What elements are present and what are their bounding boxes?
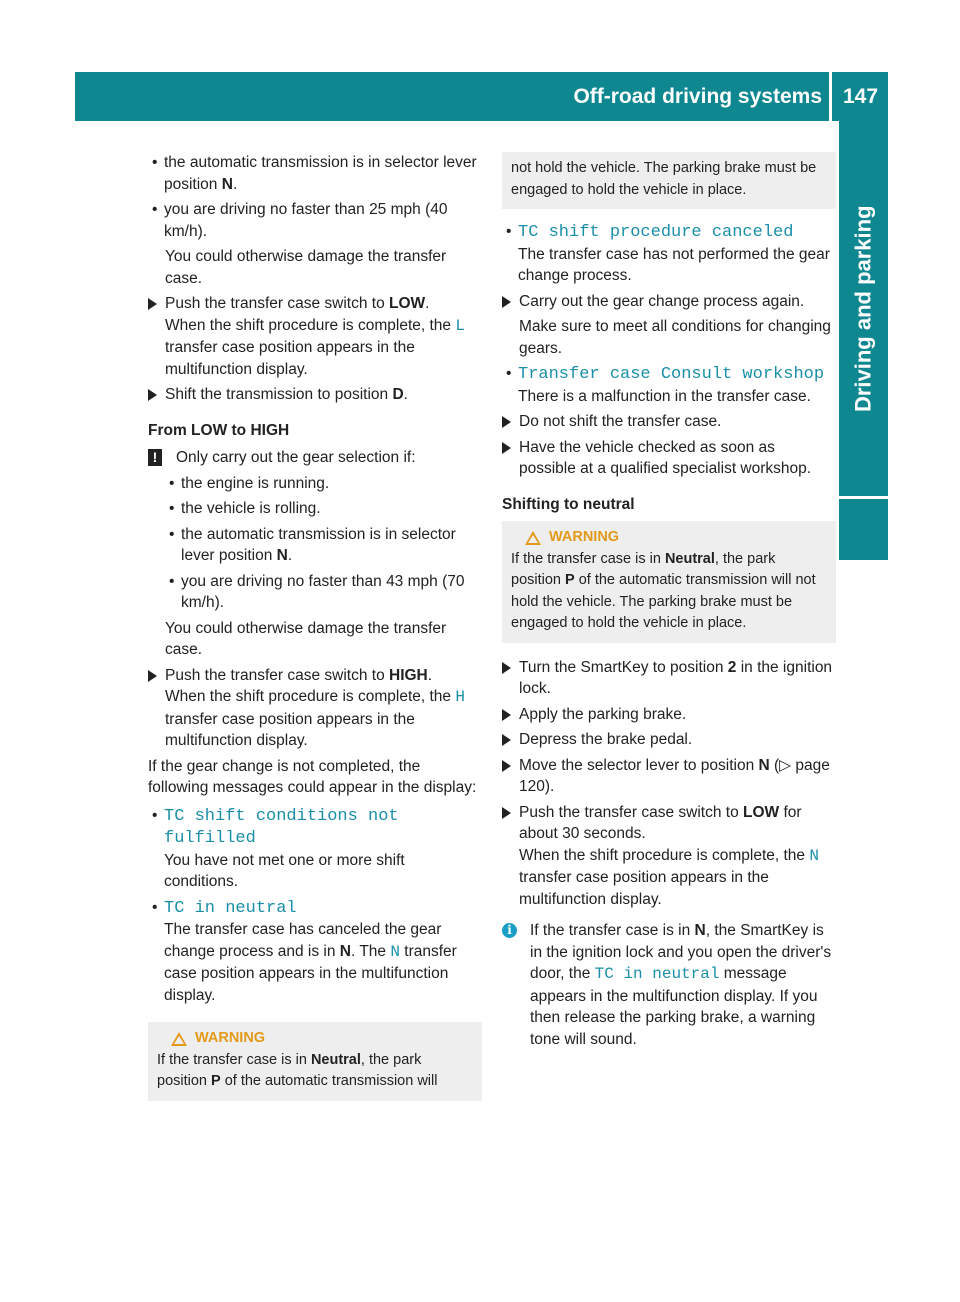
step-item: Have the vehicle checked as soon as possible at a qualified specialist workshop.: [502, 437, 836, 480]
arrow-icon: [502, 416, 511, 428]
arrow-icon: [502, 442, 511, 454]
side-tab-label: Driving and parking: [850, 205, 876, 412]
warning-box: [148, 1022, 482, 1101]
info-icon: i: [502, 923, 517, 938]
paragraph: If the gear change is not completed, the following messages could appear in the display:: [148, 757, 477, 796]
warning-box-continued: not hold the vehicle. The parking brake must be engaged to hold the vehicle in place.: [502, 152, 836, 209]
arrow-icon: [502, 807, 511, 819]
display-code: L: [455, 316, 465, 335]
step-item: Carry out the gear change process again.: [502, 291, 836, 313]
right-column: [502, 152, 836, 1050]
display-message: TC shift procedure canceled: [518, 223, 794, 242]
warning-heading: WARNING: [157, 1028, 473, 1050]
warning-box: [502, 521, 836, 643]
header-divider: [829, 72, 832, 121]
arrow-icon: [148, 670, 157, 682]
step-item: Push the transfer case switch to LOW. When the shift procedure is complete, the L transfer case position appears in the multifunction display.: [148, 293, 482, 380]
display-message: TC in neutral: [594, 965, 720, 983]
left-column: [148, 152, 482, 1115]
display-message: Transfer case Consult workshop: [518, 365, 825, 384]
step-item: Move the selector lever to position N (▷ page 120).: [502, 755, 836, 798]
info-note: i If the transfer case is in N, the SmartKey is in the ignition lock and you open the driver's door, the TC in neutral message appears in the multifunction display. If you then release the parking brake, a warning tone will sound.: [502, 920, 836, 1050]
note-text: You could otherwise damage the transfer case.: [165, 248, 447, 287]
step-item: Push the transfer case switch to LOW for about 30 seconds. When the shift procedure is complete, the N transfer case position appears in the multifunction display.: [502, 802, 836, 911]
step-item: Push the transfer case switch to HIGH. When the shift procedure is complete, the H transfer case position appears in the multifunction display.: [148, 665, 482, 752]
section-title: Off-road driving systems: [573, 85, 822, 108]
warning-text: If the transfer case is in Neutral, the park position P of the automatic transmission will not hold the vehicle. The parking brake must be engaged to hold the vehicle in place.: [511, 550, 816, 631]
side-tab-block: [839, 496, 888, 560]
arrow-icon: [148, 298, 157, 310]
list-item: • TC in neutral The transfer case has canceled the gear change process and is in N. The N transfer case position appears in the multifunction display.: [152, 898, 457, 1004]
arrow-icon: [148, 389, 157, 401]
step-item: Depress the brake pedal.: [502, 729, 836, 751]
display-code: H: [455, 688, 465, 706]
warning-heading: WARNING: [511, 527, 827, 549]
step-item: Do not shift the transfer case.: [502, 411, 836, 433]
step-item: Turn the SmartKey to position 2 in the ignition lock.: [502, 657, 836, 700]
list-item: • Transfer case Consult workshop There is a malfunction in the transfer case.: [506, 365, 825, 405]
arrow-icon: [502, 709, 511, 721]
list-item: • TC shift procedure canceled The transfer case has not performed the gear change process.: [506, 223, 830, 284]
exclamation-icon: !: [148, 449, 162, 466]
list-item: • you are driving no faster than 43 mph (70 km/h).: [169, 572, 465, 611]
note-text: You could otherwise damage the transfer case.: [165, 619, 447, 658]
arrow-icon: [502, 760, 511, 772]
warning-text: If the transfer case is in Neutral, the park position P of the automatic transmission will: [157, 1051, 438, 1089]
header-bar: [75, 72, 888, 121]
display-code: N: [390, 942, 400, 961]
list-item: • the vehicle is rolling.: [169, 500, 321, 517]
display-message: TC shift conditions not fulfilled: [164, 806, 399, 848]
step-item: Shift the transmission to position D.: [148, 384, 482, 406]
arrow-icon: [502, 296, 511, 308]
list-item: • the automatic transmission is in selector lever position N.: [152, 154, 477, 193]
list-item: • you are driving no faster than 25 mph (40 km/h).: [152, 201, 448, 240]
note-text: Make sure to meet all conditions for changing gears.: [519, 318, 831, 357]
step-item: Apply the parking brake.: [502, 704, 836, 726]
list-item: • the automatic transmission is in selector lever position N.: [169, 525, 456, 564]
warning-triangle-icon: [171, 1032, 187, 1046]
section-heading: Shifting to neutral: [502, 495, 635, 513]
list-item: • the engine is running.: [169, 474, 330, 492]
side-tab-label-wrap: [839, 121, 888, 496]
warning-triangle-icon: [525, 531, 541, 545]
arrow-icon: [502, 734, 511, 746]
display-code: N: [809, 846, 819, 865]
caution-note: ! Only carry out the gear selection if:: [148, 447, 482, 469]
page-number: 147: [843, 85, 879, 108]
arrow-icon: [502, 662, 511, 674]
list-item: • TC shift conditions not fulfilled You have not met one or more shift conditions.: [152, 806, 405, 890]
display-message: TC in neutral: [164, 898, 297, 918]
section-heading: From LOW to HIGH: [148, 421, 290, 439]
